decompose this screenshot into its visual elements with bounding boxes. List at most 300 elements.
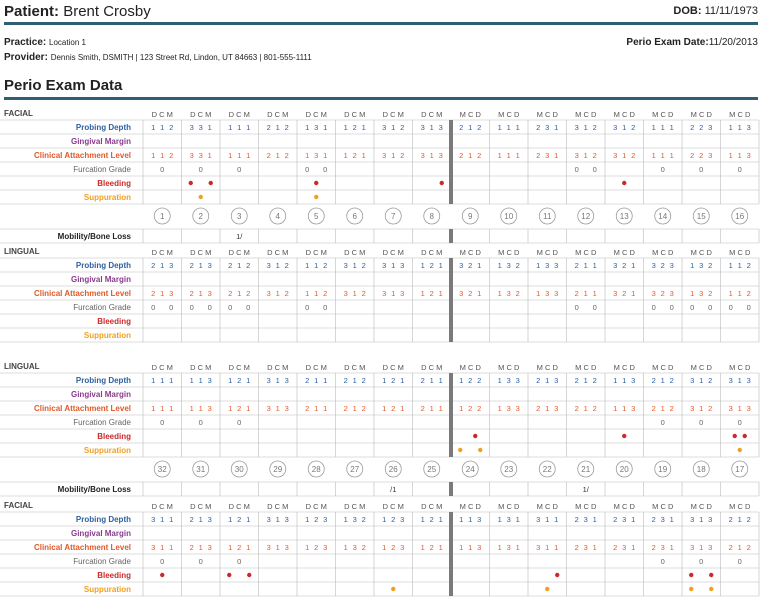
tooth-number: 6 [352,212,357,221]
mobility-value: 1/ [582,485,589,494]
site-header: D C M [421,248,443,257]
probing-value: 3 [660,515,665,524]
block-title: FACIAL [4,501,33,510]
probing-value: 1 [737,123,742,132]
probing-value: 1 [583,376,588,385]
furcation-value: 0 [651,303,656,312]
cal-value: 3 [314,151,319,160]
probing-value: 2 [314,515,319,524]
probing-value: 1 [237,261,242,270]
cal-value: 3 [151,543,156,552]
practice-value: Location 1 [49,38,86,47]
probing-value: 3 [207,376,212,385]
cal-value: 3 [660,543,665,552]
probing-value: 2 [708,376,713,385]
cal-value: 1 [728,151,733,160]
cal-value: 2 [708,404,713,413]
probing-value: 3 [189,123,194,132]
site-header: M C D [498,110,520,119]
site-header: M C D [536,502,558,511]
cal-value: 1 [343,543,348,552]
probing-value: 3 [583,515,588,524]
furcation-value: 0 [160,557,165,566]
probing-value: 2 [246,261,251,270]
probing-value: 2 [574,261,579,270]
row-label-mobility: Mobility/Bone Loss [57,485,131,494]
probing-value: 1 [515,515,520,524]
probing-value: 1 [459,515,464,524]
cal-value: 1 [660,404,665,413]
probing-value: 1 [352,261,357,270]
cal-value: 3 [266,289,271,298]
tooth-number: 14 [658,212,668,221]
cal-value: 2 [515,289,520,298]
cal-value: 3 [622,543,627,552]
cal-value: 3 [690,543,695,552]
probing-value: 3 [506,376,511,385]
probing-value: 2 [237,376,242,385]
probing-value: 2 [660,261,665,270]
tooth-number: 22 [542,465,552,474]
probing-value: 1 [515,123,520,132]
probing-value: 1 [669,123,674,132]
probing-value: 2 [228,261,233,270]
probing-value: 1 [468,515,473,524]
probing-value: 3 [438,123,443,132]
site-header: D C M [190,110,212,119]
site-header: M C D [690,248,712,257]
site-header: D C M [305,363,327,372]
cal-value: 1 [275,289,280,298]
row-label-suppuration: Suppuration [83,193,131,202]
site-header: M C D [459,110,481,119]
cal-value: 3 [554,404,559,413]
probing-value: 1 [275,261,280,270]
furcation-value: 0 [207,303,212,312]
probing-value: 2 [169,123,174,132]
row-label-mobility: Mobility/Bone Loss [57,232,131,241]
tooth-number: 26 [388,465,398,474]
patient-name-value: Brent Crosby [63,3,151,20]
practice-line: Practice: Location 1 [4,37,86,48]
cal-value: 1 [314,289,319,298]
cal-value: 2 [574,289,579,298]
probing-value: 2 [420,376,425,385]
probing-value: 1 [246,123,251,132]
cal-value: 1 [613,404,618,413]
midline-divider [449,482,453,496]
probing-value: 2 [477,123,482,132]
probing-value: 1 [151,376,156,385]
site-header: D C M [228,502,250,511]
tooth-number: 16 [735,212,745,221]
cal-value: 2 [592,404,597,413]
probing-value: 1 [728,261,733,270]
probing-value: 1 [228,123,233,132]
tooth-number: 19 [658,465,668,474]
row-label-probing: Probing Depth [75,376,131,385]
site-header: M C D [498,502,520,511]
probing-value: 2 [468,261,473,270]
suppuration-mark [478,448,482,452]
site-header: D C M [267,248,289,257]
probing-value: 1 [160,515,165,524]
tooth-number: 8 [429,212,434,221]
midline-divider [449,512,453,596]
furcation-value: 0 [237,165,242,174]
probing-value: 1 [400,376,405,385]
cal-value: 2 [592,151,597,160]
furcation-value: 0 [228,303,233,312]
cal-value: 2 [189,543,194,552]
tooth-number: 9 [468,212,473,221]
cal-value: 2 [746,289,751,298]
bleeding-mark [440,181,444,185]
cal-value: 1 [160,289,165,298]
site-header: M C D [652,248,674,257]
tooth-number: 25 [427,465,437,474]
probing-value: 2 [343,376,348,385]
cal-value: 1 [198,289,203,298]
cal-value: 2 [169,151,174,160]
probing-value: 3 [266,515,271,524]
furcation-value: 0 [169,303,174,312]
tooth-number: 27 [350,465,360,474]
cal-value: 1 [352,289,357,298]
site-header: M C D [575,110,597,119]
cal-value: 2 [651,404,656,413]
cal-value: 3 [400,289,405,298]
block-title: FACIAL [4,109,33,118]
cal-value: 1 [391,151,396,160]
cal-value: 1 [592,289,597,298]
cal-value: 1 [275,404,280,413]
probing-value: 1 [228,376,233,385]
probing-value: 2 [651,376,656,385]
furcation-value: 0 [746,303,751,312]
cal-value: 1 [660,151,665,160]
probing-value: 1 [497,261,502,270]
probing-value: 1 [622,123,627,132]
probing-value: 1 [651,123,656,132]
bleeding-mark [209,181,213,185]
row-label-gingival: Gingival Margin [70,137,131,146]
probing-value: 1 [554,515,559,524]
cal-value: 1 [622,404,627,413]
cal-value: 2 [728,543,733,552]
cal-value: 1 [429,151,434,160]
furcation-value: 0 [699,557,704,566]
cal-value: 1 [737,151,742,160]
cal-value: 3 [708,543,713,552]
probing-value: 1 [728,123,733,132]
probing-value: 1 [497,123,502,132]
cal-value: 1 [669,543,674,552]
probing-value: 2 [361,515,366,524]
furcation-value: 0 [189,303,194,312]
cal-value: 2 [574,404,579,413]
block-title: LINGUAL [4,362,40,371]
site-header: D C M [344,248,366,257]
cal-value: 1 [545,404,550,413]
tooth-number: 20 [619,465,629,474]
cal-value: 3 [515,404,520,413]
probing-value: 1 [438,261,443,270]
row-label-gingival: Gingival Margin [70,275,131,284]
probing-value: 1 [622,376,627,385]
suppuration-mark [545,587,549,591]
cal-value: 2 [669,404,674,413]
probing-value: 1 [151,123,156,132]
furcation-value: 0 [708,303,713,312]
probing-value: 3 [554,376,559,385]
cal-value: 2 [631,151,636,160]
row-label-cal: Clinical Attachment Level [33,543,131,552]
cal-value: 1 [382,404,387,413]
cal-value: 1 [497,543,502,552]
probing-value: 3 [515,376,520,385]
probing-value: 1 [420,515,425,524]
cal-value: 1 [246,543,251,552]
cal-value: 2 [429,289,434,298]
cal-value: 1 [728,289,733,298]
cal-value: 3 [323,543,328,552]
probing-value: 1 [343,515,348,524]
cal-value: 1 [699,543,704,552]
suppuration-mark [689,587,693,591]
site-header: M C D [575,248,597,257]
furcation-value: 0 [737,418,742,427]
furcation-value: 0 [198,418,203,427]
probing-value: 3 [574,123,579,132]
site-header: M C D [652,363,674,372]
bleeding-mark [227,573,231,577]
cal-value: 1 [554,543,559,552]
cal-value: 1 [246,404,251,413]
bleeding-mark [733,434,737,438]
probing-value: 2 [391,515,396,524]
cal-value: 3 [690,404,695,413]
probing-value: 1 [198,515,203,524]
probing-value: 2 [515,261,520,270]
row-label-suppuration: Suppuration [83,585,131,594]
cal-value: 1 [497,404,502,413]
cal-value: 3 [574,151,579,160]
tooth-number: 12 [581,212,591,221]
site-header: M C D [729,502,751,511]
probing-value: 1 [382,515,387,524]
probing-value: 2 [189,261,194,270]
site-header: D C M [305,248,327,257]
cal-value: 3 [631,404,636,413]
provider-line: Provider: Dennis Smith, DSMITH | 123 Street Rd, Lindon, UT 84663 | 801-555-1111 [4,52,312,63]
row-label-gingival: Gingival Margin [70,529,131,538]
cal-value: 3 [669,289,674,298]
furcation-value: 0 [690,303,695,312]
probing-value: 3 [506,515,511,524]
probing-value: 1 [690,261,695,270]
suppuration-mark [199,195,203,199]
probing-value: 3 [352,515,357,524]
cal-value: 1 [545,543,550,552]
probing-value: 1 [699,376,704,385]
row-label-suppuration: Suppuration [83,331,131,340]
probing-value: 1 [160,123,165,132]
site-header: D C M [305,502,327,511]
probing-value: 1 [438,376,443,385]
suppuration-mark [458,448,462,452]
site-header: M C D [575,502,597,511]
tooth-number: 21 [581,465,591,474]
site-header: D C M [267,363,289,372]
cal-value: 2 [284,289,289,298]
cal-value: 1 [246,151,251,160]
probing-value: 2 [400,123,405,132]
probing-value: 1 [189,376,194,385]
probing-value: 3 [554,261,559,270]
probing-value: 3 [420,123,425,132]
row-label-cal: Clinical Attachment Level [33,151,131,160]
probing-value: 1 [160,376,165,385]
site-header: D C M [421,110,443,119]
cal-value: 2 [660,289,665,298]
cal-value: 2 [266,151,271,160]
probing-value: 1 [305,261,310,270]
cal-value: 1 [382,543,387,552]
furcation-value: 0 [574,165,579,174]
furcation-value: 0 [198,165,203,174]
probing-value: 1 [699,515,704,524]
site-header: D C M [190,502,212,511]
cal-value: 1 [420,289,425,298]
cal-value: 1 [343,151,348,160]
probing-value: 2 [536,376,541,385]
site-header: D C M [151,363,173,372]
row-label-furcation: Furcation Grade [73,303,131,312]
midline-divider [449,258,453,342]
cal-value: 1 [669,151,674,160]
probing-value: 3 [708,515,713,524]
bleeding-mark [622,434,626,438]
probing-value: 1 [536,261,541,270]
cal-value: 2 [314,543,319,552]
furcation-value: 0 [305,165,310,174]
probing-value: 2 [592,376,597,385]
probing-value: 2 [429,515,434,524]
site-header: D C M [382,248,404,257]
probing-value: 1 [737,261,742,270]
probing-value: 1 [198,261,203,270]
probing-value: 1 [613,376,618,385]
probing-value: 3 [382,261,387,270]
cal-value: 3 [207,404,212,413]
site-header: D C M [151,248,173,257]
cal-value: 1 [622,151,627,160]
probing-value: 1 [246,515,251,524]
probing-value: 1 [459,376,464,385]
bleeding-mark [189,181,193,185]
cal-value: 1 [554,151,559,160]
probing-value: 2 [323,261,328,270]
cal-value: 2 [361,543,366,552]
cal-value: 1 [468,543,473,552]
cal-value: 1 [323,151,328,160]
furcation-value: 0 [728,303,733,312]
site-header: M C D [498,248,520,257]
cal-value: 1 [275,543,280,552]
probing-value: 1 [246,376,251,385]
bleeding-mark [555,573,559,577]
probing-value: 3 [151,515,156,524]
cal-value: 1 [198,543,203,552]
row-label-suppuration: Suppuration [83,446,131,455]
furcation-value: 0 [237,418,242,427]
probing-value: 3 [613,123,618,132]
cal-value: 1 [198,404,203,413]
cal-value: 2 [651,543,656,552]
cal-value: 3 [728,404,733,413]
tooth-number: 28 [311,465,321,474]
probing-value: 1 [169,376,174,385]
cal-value: 1 [228,404,233,413]
cal-value: 3 [545,151,550,160]
probing-value: 2 [708,261,713,270]
suppuration-mark [738,448,742,452]
site-header: M C D [652,110,674,119]
probing-value: 1 [314,261,319,270]
tooth-number: 4 [275,212,280,221]
cal-value: 2 [699,151,704,160]
cal-value: 1 [497,289,502,298]
probing-value: 2 [574,515,579,524]
furcation-value: 0 [160,418,165,427]
bleeding-mark [247,573,251,577]
probing-value: 3 [284,515,289,524]
cal-value: 2 [391,543,396,552]
probing-value: 1 [198,376,203,385]
cal-value: 3 [746,404,751,413]
probing-value: 1 [506,123,511,132]
patient-name: Patient: Brent Crosby [4,3,151,20]
tooth-number: 7 [391,212,396,221]
probing-value: 1 [592,515,597,524]
site-header: D C M [344,363,366,372]
probing-value: 3 [536,515,541,524]
site-header: D C M [421,363,443,372]
probing-value: 2 [352,123,357,132]
row-label-cal: Clinical Attachment Level [33,289,131,298]
probing-value: 2 [468,376,473,385]
site-header: D C M [228,110,250,119]
probing-value: 1 [592,261,597,270]
cal-value: 1 [151,151,156,160]
cal-value: 3 [459,289,464,298]
row-label-bleeding: Bleeding [97,432,131,441]
cal-value: 3 [207,543,212,552]
probing-value: 1 [160,261,165,270]
probing-value: 3 [314,123,319,132]
probing-value: 1 [391,123,396,132]
row-label-cal: Clinical Attachment Level [33,404,131,413]
dob-value: 11/11/1973 [704,5,758,17]
cal-value: 2 [305,404,310,413]
site-header: M C D [536,248,558,257]
probing-value: 2 [361,376,366,385]
cal-value: 2 [708,289,713,298]
cal-value: 1 [497,151,502,160]
cal-value: 3 [651,289,656,298]
cal-value: 3 [536,543,541,552]
